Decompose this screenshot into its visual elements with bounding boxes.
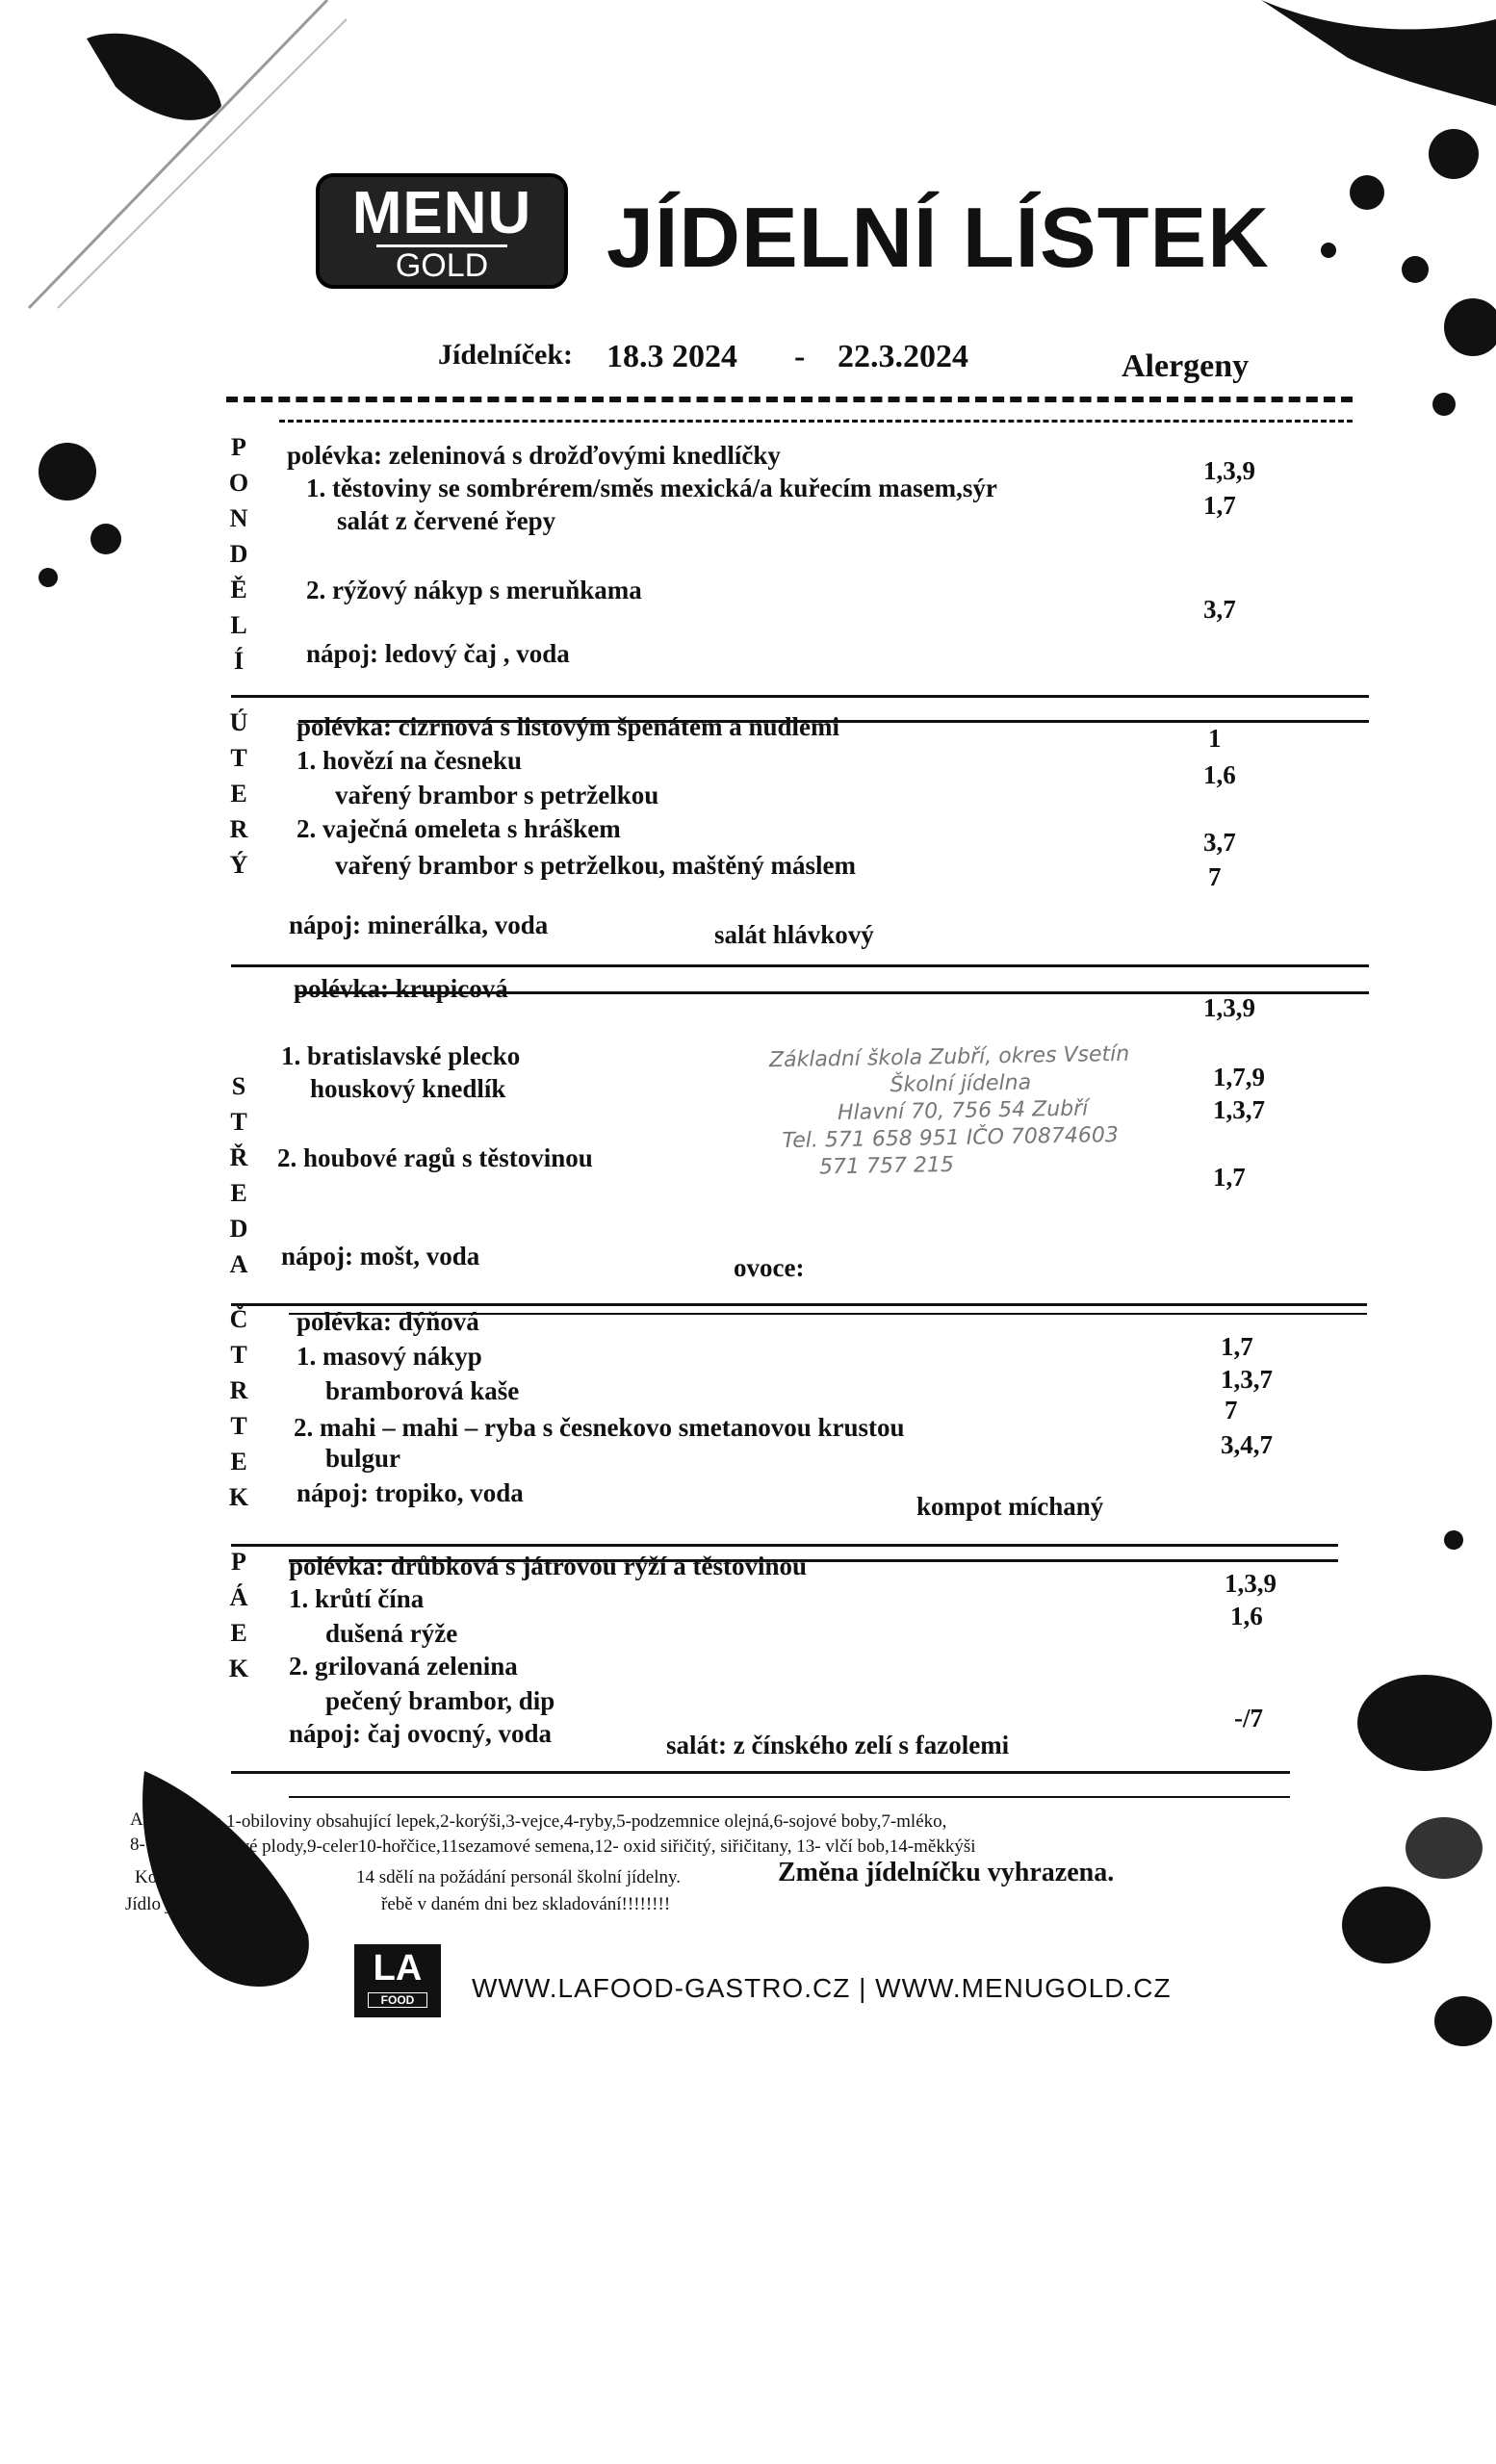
stamp-line-2: Školní jídelna bbox=[890, 1070, 1032, 1098]
day-letters-friday: P Á E K bbox=[228, 1548, 249, 1682]
logo-gold-text: GOLD bbox=[376, 244, 507, 284]
tuesday-meal-1: 1. hovězí na česneku bbox=[297, 746, 523, 775]
thursday-side-2: bulgur bbox=[325, 1444, 401, 1473]
allergen-legend-line-2: ové plody,9-celer10-hořčice,11sezamové semena,12- oxid siřičitý, siřičitany, 13- vlčí bob,14-měkkýši bbox=[231, 1836, 976, 1857]
thursday-allergens-meal-2: 3,4,7 bbox=[1221, 1430, 1273, 1459]
day-letters-monday: P O N D Ě L Í bbox=[228, 433, 249, 675]
logo-menu-text: MENU bbox=[351, 180, 532, 246]
allergen-legend-line-3: 14 sdělí na požádání personál školní jídelny. bbox=[356, 1867, 681, 1887]
footer-fragment-kon: Kon bbox=[135, 1867, 167, 1887]
tuesday-side-2: vařený brambor s petrželkou, maštěný máslem bbox=[335, 851, 856, 880]
thursday-allergens-soup: 1,7 bbox=[1221, 1332, 1253, 1361]
wednesday-drink: nápoj: mošt, voda bbox=[281, 1242, 480, 1270]
friday-allergens-soup: 1,3,9 bbox=[1225, 1569, 1277, 1598]
stamp-line-1: Základní škola Zubří, okres Vsetín bbox=[768, 1041, 1130, 1073]
footer-websites: WWW.LAFOOD-GASTRO.CZ | WWW.MENUGOLD.CZ bbox=[472, 1973, 1172, 2003]
date-to: 22.3.2024 bbox=[838, 339, 968, 374]
friday-meal-2: 2. grilovaná zelenina bbox=[289, 1652, 518, 1681]
footer-fragment-jidlo: Jídlo je bbox=[125, 1894, 179, 1914]
monday-allergens-meal-1: 1,7 bbox=[1203, 491, 1236, 520]
wednesday-allergens-meal-1: 1,7,9 bbox=[1213, 1063, 1265, 1091]
stamp-line-3: Hlavní 70, 756 54 Zubří bbox=[837, 1096, 1089, 1126]
tuesday-meal-2: 2. vaječná omeleta s hráškem bbox=[297, 814, 621, 843]
wednesday-meal-1: 1. bratislavské plecko bbox=[281, 1041, 521, 1070]
day-letters-tuesday: Ú T E R Ý bbox=[229, 708, 248, 879]
friday-side-1: dušená rýže bbox=[325, 1619, 458, 1648]
page-title: JÍDELNÍ LÍSTEK bbox=[606, 190, 1270, 285]
monday-side-1: salát z červené řepy bbox=[337, 506, 556, 535]
friday-soup: polévka: drůbková s játrovou rýží a těstovinou bbox=[289, 1552, 808, 1580]
friday-meal-1: 1. krůtí čína bbox=[289, 1584, 425, 1613]
monday-meal-1: 1. těstoviny se sombrérem/směs mexická/a kuřecím masem,sýr bbox=[306, 474, 997, 502]
monday-allergens-soup: 1,3,9 bbox=[1203, 456, 1255, 485]
monday-soup: polévka: zeleninová s drožďovými knedlíčky bbox=[287, 441, 781, 470]
divider-footer bbox=[289, 1796, 1290, 1798]
header-divider-2 bbox=[279, 420, 1353, 423]
decorative-bread-top-left bbox=[0, 0, 347, 616]
divider-monday bbox=[231, 695, 1369, 698]
footer-fragment-a: A bbox=[130, 1810, 143, 1830]
school-stamp bbox=[769, 1041, 1132, 1183]
friday-drink: nápoj: čaj ovocný, voda bbox=[289, 1719, 553, 1748]
thursday-meal-2: 2. mahi – mahi – ryba s česnekovo smetanovou krustou bbox=[294, 1413, 905, 1442]
thursday-drink: nápoj: tropiko, voda bbox=[297, 1478, 524, 1507]
allergen-legend-line-4: řebě v daném dni bez skladování!!!!!!!! bbox=[381, 1894, 671, 1914]
allergen-legend-line-1: : 1-obiloviny obsahující lepek,2-korýši,3-vejce,4-ryby,5-podzemnice olejná,6-sojové boby,7-mléko, bbox=[217, 1811, 947, 1832]
header-divider bbox=[226, 397, 1353, 402]
date-from: 18.3 2024 bbox=[606, 339, 737, 374]
tuesday-allergens-meal-1: 1,6 bbox=[1203, 760, 1236, 789]
tuesday-side-1: vařený brambor s petrželkou bbox=[335, 781, 659, 809]
divider-tuesday bbox=[231, 964, 1369, 967]
thursday-soup: polévka: dýňová bbox=[297, 1307, 479, 1336]
week-label: Jídelníček: bbox=[438, 339, 573, 371]
day-letters-wednesday: S T Ř E D A bbox=[229, 1072, 248, 1278]
lafood-logo bbox=[354, 1944, 441, 2017]
friday-salad: salát: z čínského zelí s fazolemi bbox=[666, 1731, 1010, 1759]
wednesday-fruit: ovoce: bbox=[734, 1253, 805, 1282]
thursday-allergens-meal-1: 1,3,7 bbox=[1221, 1365, 1273, 1394]
divider-thursday bbox=[231, 1544, 1338, 1547]
decorative-beans-bottom-right bbox=[1309, 1502, 1496, 2079]
tuesday-drink: nápoj: minerálka, voda bbox=[289, 911, 549, 939]
wednesday-side-1: houskový knedlík bbox=[310, 1074, 506, 1103]
lafood-logo-text: LA bbox=[373, 1948, 423, 1989]
divider-friday bbox=[231, 1771, 1290, 1774]
tuesday-allergens-side-2: 7 bbox=[1208, 862, 1222, 891]
thursday-side-1: bramborová kaše bbox=[325, 1376, 520, 1405]
tuesday-soup: polévka: cizrnová s listovým špenátem a nudlemi bbox=[297, 712, 839, 741]
tuesday-salad: salát hlávkový bbox=[714, 920, 874, 949]
friday-allergens-meal-1: 1,6 bbox=[1230, 1602, 1263, 1630]
friday-side-2: pečený brambor, dip bbox=[325, 1686, 555, 1715]
menu-gold-logo bbox=[316, 173, 568, 289]
footer-fragment-8: 8- bbox=[130, 1835, 145, 1855]
wednesday-allergens-soup: 1,3,9 bbox=[1203, 993, 1255, 1022]
thursday-compote: kompot míchaný bbox=[916, 1492, 1104, 1521]
tuesday-allergens-meal-2: 3,7 bbox=[1203, 828, 1236, 857]
thursday-meal-1: 1. masový nákyp bbox=[297, 1342, 482, 1371]
divider-wednesday bbox=[231, 1303, 1367, 1306]
wednesday-soup: polévka: krupicová bbox=[294, 974, 508, 1003]
date-separator: - bbox=[794, 339, 806, 374]
lafood-logo-sub: FOOD bbox=[368, 1992, 427, 2008]
wednesday-allergens-side-1: 1,3,7 bbox=[1213, 1095, 1265, 1124]
wednesday-allergens-meal-2: 1,7 bbox=[1213, 1163, 1246, 1192]
stamp-line-5: 571 757 215 bbox=[818, 1152, 955, 1180]
wednesday-meal-2: 2. houbové ragů s těstovinou bbox=[277, 1143, 593, 1172]
menu-change-notice: Změna jídelníčku vyhrazena. bbox=[778, 1858, 1115, 1887]
friday-allergens-side-2: -/7 bbox=[1234, 1704, 1263, 1732]
monday-drink: nápoj: ledový čaj , voda bbox=[306, 639, 570, 668]
stamp-line-4: Tel. 571 658 951 IČO 70874603 bbox=[782, 1122, 1120, 1154]
tuesday-allergens-soup: 1 bbox=[1208, 724, 1222, 753]
thursday-allergens-side-1: 7 bbox=[1225, 1396, 1238, 1424]
allergens-header: Alergeny bbox=[1122, 348, 1250, 384]
day-letters-thursday: Č T R T E K bbox=[228, 1305, 249, 1511]
monday-meal-2: 2. rýžový nákyp s meruňkama bbox=[306, 576, 642, 604]
monday-allergens-meal-2: 3,7 bbox=[1203, 595, 1236, 624]
